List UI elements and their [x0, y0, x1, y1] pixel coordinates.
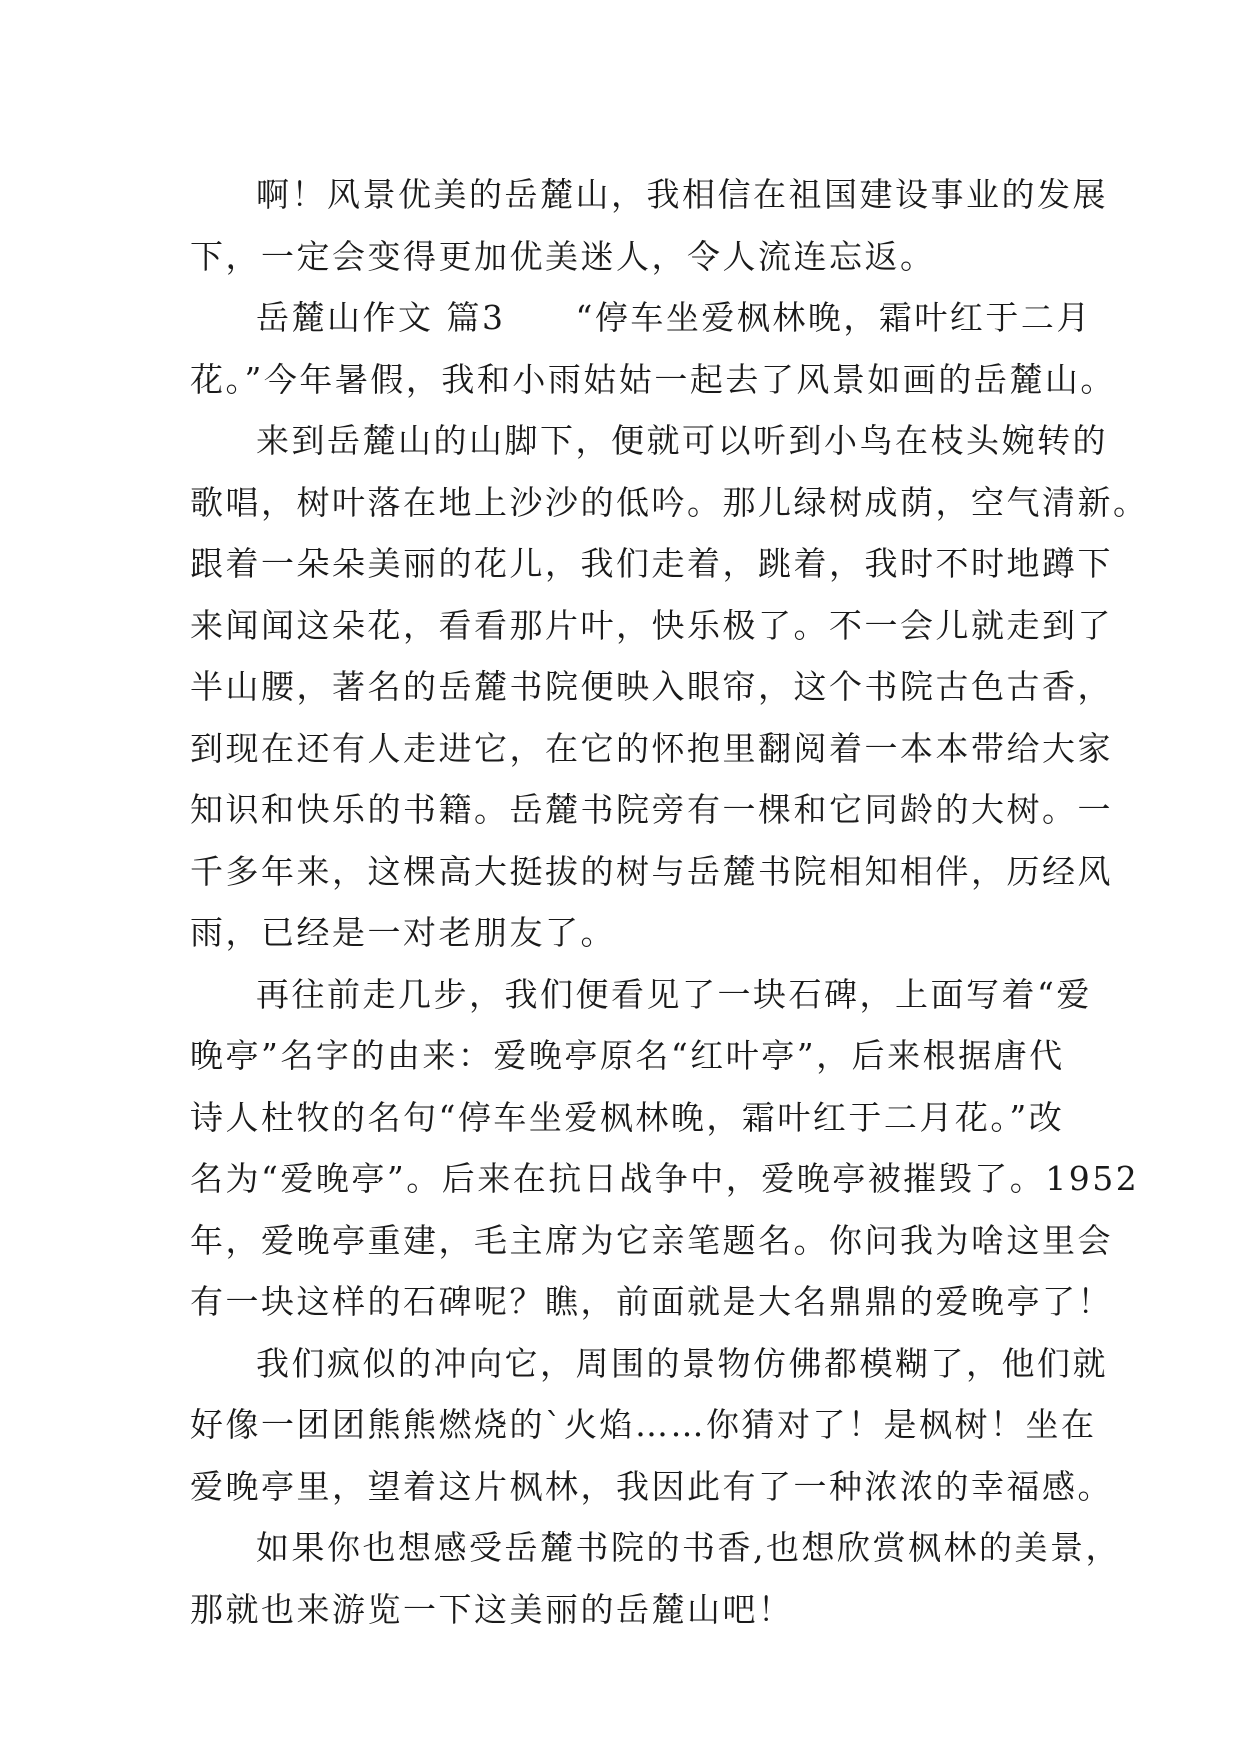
- text-line: 晚亭”名字的由来：爱晚亭原名“红叶亭”，后来根据唐代: [190, 1036, 1065, 1075]
- text-line: 啊！风景优美的岳麓山，我相信在祖国建设事业的发展: [256, 175, 1108, 214]
- text-line: 有一块这样的石碑呢？瞧，前面就是大名鼎鼎的爱晚亭了！: [190, 1282, 1113, 1321]
- text-line: 来到岳麓山的山脚下，便就可以听到小鸟在枝头婉转的: [256, 421, 1108, 460]
- text-line: 跟着一朵朵美丽的花儿，我们走着，跳着，我时不时地蹲下: [190, 544, 1113, 583]
- essay-heading-line: [190, 287, 1092, 349]
- text-line: 到现在还有人走进它，在它的怀抱里翻阅着一本本带给大家: [190, 728, 1113, 768]
- essay-heading: 岳麓山作文 篇3: [256, 298, 506, 337]
- text-line: 爱晚亭里，望着这片枫林，我因此有了一种浓浓的幸福感。: [190, 1466, 1113, 1506]
- document-body: [190, 164, 1149, 1640]
- text-line: 好像一团团熊熊燃烧的`火焰……你猜对了！是枫树！坐在: [190, 1405, 1097, 1444]
- text-line: 诗人杜牧的名句“停车坐爱枫林晚，霜叶红于二月花。”改: [190, 1097, 1065, 1137]
- text-line: 下，一定会变得更加优美迷人，令人流连忘返。: [190, 236, 936, 276]
- text-line: “停车坐爱枫林晚，霜叶红于二月: [575, 298, 1092, 337]
- text-line: 如果你也想感受岳麓书院的书香,也想欣赏枫林的美景，: [256, 1528, 1121, 1567]
- text-line: 花。”今年暑假，我和小雨姑姑一起去了风景如画的岳麓山。: [190, 359, 1116, 399]
- text-line: 千多年来，这棵高大挺拔的树与岳麓书院相知相伴，历经风: [190, 851, 1113, 891]
- text-line: 年，爱晚亭重建，毛主席为它亲笔题名。你问我为啥这里会: [190, 1220, 1113, 1260]
- text-line: 名为“爱晚亭”。后来在抗日战争中，爱晚亭被摧毁了。1952: [190, 1159, 1140, 1198]
- text-line: 半山腰，著名的岳麓书院便映入眼帘，这个书院古色古香，: [190, 667, 1113, 706]
- text-line: 知识和快乐的书籍。岳麓书院旁有一棵和它同龄的大树。一: [190, 790, 1113, 829]
- text-line: 歌唱，树叶落在地上沙沙的低吟。那儿绿树成荫，空气清新。: [190, 482, 1149, 522]
- text-line: 再往前走几步，我们便看见了一块石碑，上面写着“爱: [256, 974, 1092, 1014]
- text-line: 我们疯似的冲向它，周围的景物仿佛都模糊了，他们就: [256, 1343, 1108, 1383]
- text-line: 来闻闻这朵花，看看那片叶，快乐极了。不一会儿就走到了: [190, 605, 1113, 645]
- text-line: 雨，已经是一对老朋友了。: [190, 913, 616, 952]
- text-line: 那就也来游览一下这美丽的岳麓山吧！: [190, 1589, 794, 1629]
